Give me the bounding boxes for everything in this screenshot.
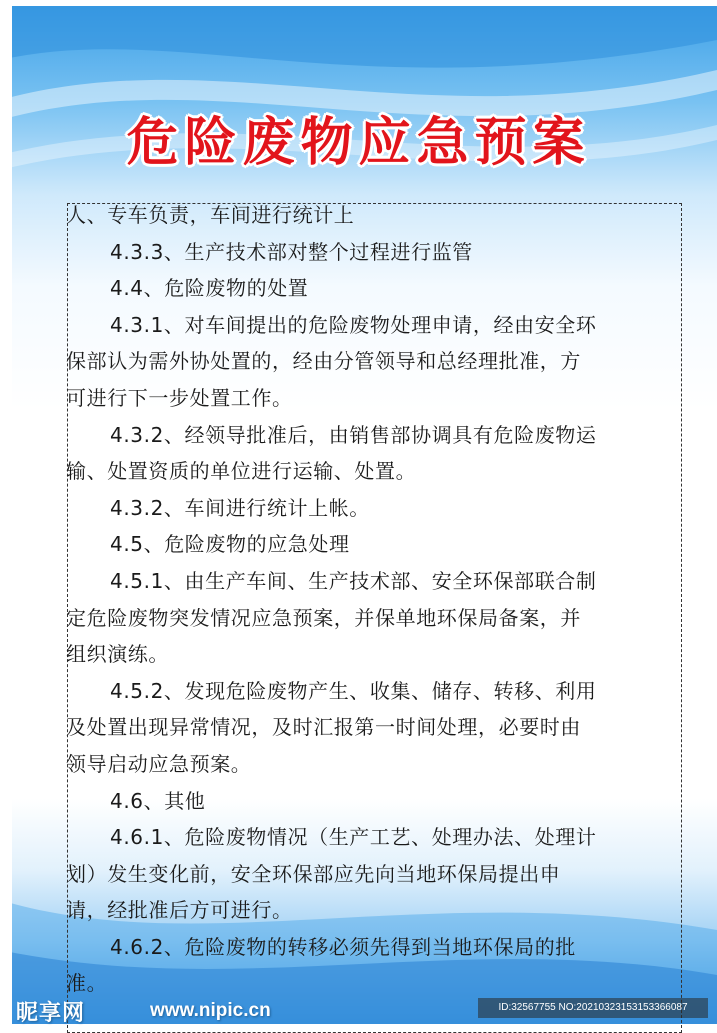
text-line: 4.3.1、对车间提出的危险废物处理申请，经由安全环	[110, 312, 597, 337]
watermark-logo: 昵享网	[16, 1001, 86, 1026]
text-line: 4.3.3、生产技术部对整个过程进行监管	[110, 239, 473, 264]
text-line: 4.3.2、车间进行统计上帐。	[110, 495, 370, 520]
text-line: 定危险废物突发情况应急预案，并保单地环保局备案，并	[66, 605, 581, 630]
text-line: 4.4、危险废物的处置	[110, 276, 309, 301]
watermark-id: ID:32567755 NO:20210323153153366087	[478, 998, 708, 1018]
text-line: 4.6.2、危险废物的转移必须先得到当地环保局的批	[110, 934, 576, 959]
text-line: 4.5.1、由生产车间、生产技术部、安全环保部联合制	[110, 568, 597, 593]
text-line: 4.5.2、发现危险废物产生、收集、储存、转移、利用	[110, 678, 597, 703]
text-line: 人、专车负责，车间进行统计上	[66, 203, 355, 227]
text-line: 4.6.1、危险废物情况（生产工艺、处理办法、处理计	[110, 825, 597, 850]
text-line: 4.5、危险废物的应急处理	[110, 532, 350, 557]
text-line: 4.6、其他	[110, 788, 206, 813]
text-line: 保部认为需外协处置的，经由分管领导和总经理批准，方	[66, 349, 581, 374]
text-line: 请，经批准后方可进行。	[66, 898, 293, 923]
watermark-site: www.nipic.cn	[150, 1000, 271, 1021]
top-border	[0, 0, 717, 6]
body-text	[66, 197, 686, 1002]
text-line: 输、处置资质的单位进行运输、处置。	[66, 459, 417, 484]
text-line: 划）发生变化前，安全环保部应先向当地环保局提出申	[66, 861, 561, 886]
text-line: 4.3.2、经领导批准后，由销售部协调具有危险废物运	[110, 422, 597, 447]
text-line: 可进行下一步处置工作。	[66, 385, 293, 410]
text-line: 准。	[66, 971, 108, 996]
text-line: 组织演练。	[66, 642, 169, 667]
text-line: 领导启动应急预案。	[66, 751, 252, 776]
page-title: 危险废物应急预案	[126, 113, 591, 173]
text-line: 及处置出现异常情况，及时汇报第一时间处理，必要时由	[66, 715, 581, 740]
